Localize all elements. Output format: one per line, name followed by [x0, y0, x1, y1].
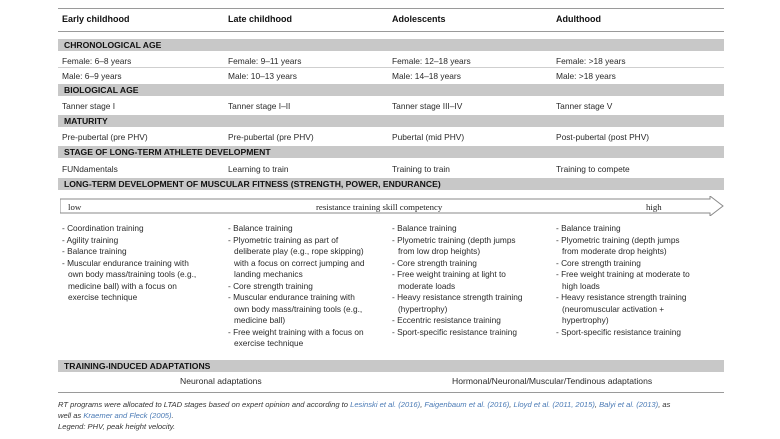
cell-tanner-late: Tanner stage I–II — [228, 101, 291, 111]
cell-ltad-adulthood: Training to compete — [556, 164, 630, 174]
cell-female-early: Female: 6–8 years — [62, 56, 132, 66]
section-muscular-fitness: LONG-TERM DEVELOPMENT OF MUSCULAR FITNESS (STRENGTH, POWER, ENDURANCE) — [58, 178, 724, 190]
table-bottom-border — [58, 392, 724, 393]
header-late-childhood: Late childhood — [228, 14, 292, 24]
table-top-border — [58, 8, 724, 9]
training-item: - Heavy resistance strength training — [392, 292, 523, 302]
training-item: from moderate drop heights) — [562, 246, 667, 256]
training-item: (neuromuscular activation + — [562, 303, 665, 314]
header-adolescents: Adolescents — [392, 14, 446, 24]
training-item: - Muscular endurance training with — [62, 257, 189, 268]
training-item: - Muscular endurance training with — [228, 292, 355, 302]
training-item: - Balance training — [556, 223, 621, 233]
training-list-adolescents — [392, 223, 523, 338]
cell-tanner-adulthood: Tanner stage V — [556, 101, 613, 111]
training-item: exercise technique — [234, 338, 304, 348]
training-item: - Eccentric resistance training — [392, 315, 501, 325]
training-item: - Balance training — [62, 246, 127, 256]
ref-lloyd[interactable]: Lloyd et al. (2011, 2015) — [513, 400, 595, 409]
cell-tanner-early: Tanner stage I — [62, 101, 116, 111]
training-item: from low drop heights) — [398, 246, 481, 256]
section-maturity: MATURITY — [58, 115, 724, 127]
training-item: - Balance training — [392, 223, 457, 233]
header-bottom-border — [58, 31, 724, 32]
cell-ltad-late: Learning to train — [228, 164, 289, 174]
cell-female-adulthood: Female: >18 years — [556, 56, 626, 66]
arrow-label-middle: resistance training skill competency — [316, 202, 443, 212]
training-list-adulthood — [556, 223, 690, 338]
training-item: (hypertrophy) — [398, 303, 448, 314]
training-item: - Sport-specific resistance training — [556, 326, 681, 337]
training-item: deliberate play (e.g., rope skipping) — [234, 246, 364, 256]
training-list-late — [228, 223, 365, 350]
cell-ltad-adolescents: Training to train — [392, 164, 450, 174]
cell-male-late: Male: 10–13 years — [228, 71, 297, 81]
training-item: own body mass/training tools (e.g., — [234, 303, 363, 314]
training-item: - Balance training — [228, 223, 293, 233]
training-item: landing mechanics — [234, 269, 303, 279]
header-adulthood: Adulthood — [556, 14, 601, 24]
footnote-line-1: RT programs were allocated to LTAD stages based on expert opinion and according to Lesinski et al. (2016), Faigenbaum et al. (2016), Lloyd et al. (2011, 2015), Balyi et al. (2013), as — [58, 400, 671, 409]
training-item: - Plyometric training as part of — [228, 234, 339, 245]
adaptation-right: Hormonal/Neuronal/Muscular/Tendinous adaptations — [452, 376, 653, 386]
training-item: - Plyometric training (depth jumps — [392, 234, 516, 245]
footnote-prefix-2: well as — [58, 411, 84, 420]
training-item: medicine ball) with a focus on — [68, 280, 177, 291]
training-item: - Free weight training with a focus on — [228, 326, 364, 337]
training-item: - Core strength training — [392, 257, 477, 268]
cell-maturity-early: Pre-pubertal (pre PHV) — [62, 132, 148, 142]
training-item: - Core strength training — [228, 280, 313, 291]
training-item: - Plyometric training (depth jumps — [556, 234, 680, 245]
arrow-label-low: low — [68, 202, 82, 212]
footnote-suffix-2: . — [171, 411, 174, 420]
ref-balyi[interactable]: Balyi et al. (2013) — [599, 400, 659, 409]
cell-maturity-late: Pre-pubertal (pre PHV) — [228, 132, 314, 142]
training-item: medicine ball) — [234, 315, 286, 325]
header-early-childhood: Early childhood — [62, 14, 130, 24]
ref-lesinski[interactable]: Lesinski et al. (2016) — [350, 400, 421, 409]
row-separator — [58, 67, 724, 68]
training-item: - Agility training — [62, 234, 119, 245]
training-item: high loads — [562, 280, 600, 291]
training-item: - Core strength training — [556, 257, 641, 268]
training-list-early — [62, 223, 196, 304]
cell-maturity-adolescents: Pubertal (mid PHV) — [392, 132, 465, 142]
footnote-suffix: , as — [658, 400, 671, 409]
training-item: - Coordination training — [62, 223, 144, 233]
ref-kraemer-fleck[interactable]: Kraemer and Fleck (2005) — [83, 411, 172, 420]
training-item: - Free weight training at moderate to — [556, 269, 690, 279]
cell-maturity-adulthood: Post-pubertal (post PHV) — [556, 132, 650, 142]
section-adaptations: TRAINING-INDUCED ADAPTATIONS — [58, 360, 724, 372]
training-item: with a focus on correct jumping and — [234, 257, 365, 268]
footnote-line-2 — [58, 411, 174, 420]
training-item: - Sport-specific resistance training — [392, 326, 517, 337]
footnote-legend: Legend: PHV, peak height velocity. — [58, 422, 176, 431]
cell-ltad-early: FUNdamentals — [62, 164, 118, 174]
competency-arrow — [60, 196, 724, 216]
cell-female-adolescents: Female: 12–18 years — [392, 56, 471, 66]
arrow-label-high: high — [646, 202, 662, 212]
cell-male-adolescents: Male: 14–18 years — [392, 71, 461, 81]
training-item: - Heavy resistance strength training — [556, 292, 687, 302]
cell-female-late: Female: 9–11 years — [228, 56, 302, 66]
section-ltad: STAGE OF LONG-TERM ATHLETE DEVELOPMENT — [58, 146, 724, 158]
training-item: hypertrophy) — [562, 315, 609, 325]
training-item: own body mass/training tools (e.g., — [68, 269, 197, 279]
ref-faigenbaum[interactable]: Faigenbaum et al. (2016) — [424, 400, 510, 409]
section-chronological-age: CHRONOLOGICAL AGE — [58, 39, 724, 51]
cell-male-early: Male: 6–9 years — [62, 71, 122, 81]
training-item: - Free weight training at light to — [392, 269, 506, 279]
training-item: exercise technique — [68, 292, 138, 302]
cell-tanner-adolescents: Tanner stage III–IV — [392, 101, 463, 111]
section-biological-age: BIOLOGICAL AGE — [58, 84, 724, 96]
footnote-prefix: RT programs were allocated to LTAD stages based on expert opinion and according to — [58, 400, 351, 409]
training-item: moderate loads — [398, 280, 456, 291]
cell-male-adulthood: Male: >18 years — [556, 71, 616, 81]
adaptation-left: Neuronal adaptations — [180, 376, 262, 386]
